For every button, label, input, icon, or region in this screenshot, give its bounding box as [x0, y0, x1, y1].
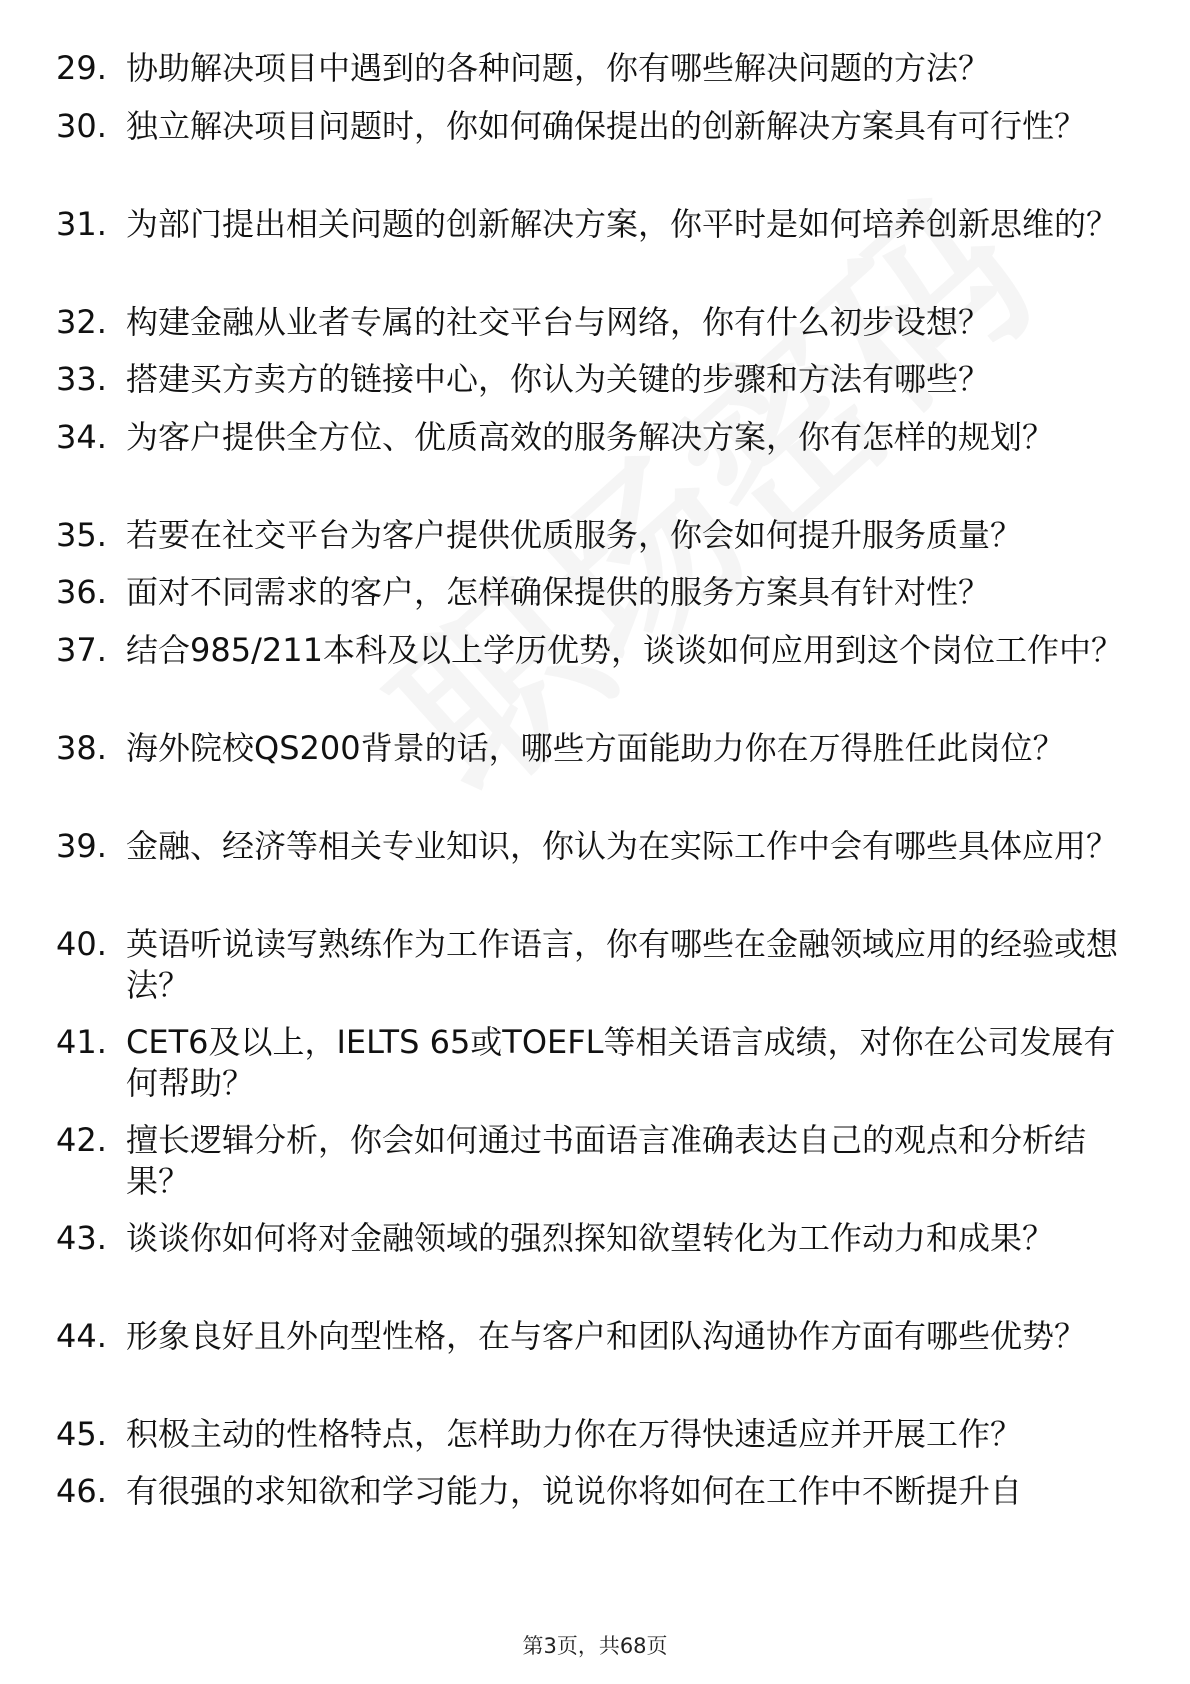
question-number: 36.: [56, 573, 107, 611]
page-footer: 第3页，共68页: [522, 1634, 668, 1658]
question-text: 面对不同需求的客户，怎样确保提供的服务方案具有针对性？: [126, 573, 991, 611]
question-number: 40.: [56, 925, 107, 963]
question-number: 37.: [56, 631, 107, 669]
question-text: 搭建买方卖方的链接中心，你认为关键的步骤和方法有哪些？: [126, 360, 991, 398]
question-text: 擅长逻辑分析，你会如何通过书面语言准确表达自己的观点和分析结果？: [126, 1121, 1087, 1200]
question-text: 有很强的求知欲和学习能力，说说你将如何在工作中不断提升自: [126, 1472, 1023, 1510]
question-text: 谈谈你如何将对金融领域的强烈探知欲望转化为工作动力和成果？: [126, 1219, 1055, 1257]
question-number: 46.: [56, 1472, 107, 1510]
question-number: 41.: [56, 1023, 107, 1061]
question-text: 构建金融从业者专属的社交平台与网络，你有什么初步设想？: [126, 303, 991, 341]
question-number: 33.: [56, 360, 107, 398]
question-text: 独立解决项目问题时，你如何确保提出的创新解决方案具有可行性？: [126, 107, 1087, 145]
question-number: 35.: [56, 516, 107, 554]
question-text: 海外院校QS200背景的话，哪些方面能助力你在万得胜任此岗位？: [126, 729, 1065, 767]
question-text: 协助解决项目中遇到的各种问题，你有哪些解决问题的方法？: [126, 49, 991, 87]
question-number: 31.: [56, 205, 107, 243]
question-number: 42.: [56, 1121, 107, 1159]
question-text: 英语听说读写熟练作为工作语言，你有哪些在金融领域应用的经验或想法？: [126, 925, 1119, 1004]
question-text: 结合985/211本科及以上学历优势，谈谈如何应用到这个岗位工作中？: [126, 631, 1123, 669]
question-number: 30.: [56, 107, 107, 145]
question-text: 为客户提供全方位、优质高效的服务解决方案，你有怎样的规划？: [126, 418, 1055, 456]
question-number: 43.: [56, 1219, 107, 1257]
question-number: 34.: [56, 418, 107, 456]
question-text: 若要在社交平台为客户提供优质服务，你会如何提升服务质量？: [126, 516, 1023, 554]
question-number: 44.: [56, 1317, 107, 1355]
question-number: 38.: [56, 729, 107, 767]
question-text: 金融、经济等相关专业知识，你认为在实际工作中会有哪些具体应用？: [126, 827, 1119, 865]
question-text: CET6及以上，IELTS 65或TOEFL等相关语言成绩，对你在公司发展有何帮助？: [126, 1023, 1116, 1102]
question-number: 29.: [56, 49, 107, 87]
question-text: 为部门提出相关问题的创新解决方案，你平时是如何培养创新思维的？: [126, 205, 1119, 243]
question-text: 形象良好且外向型性格，在与客户和团队沟通协作方面有哪些优势？: [126, 1317, 1087, 1355]
question-number: 39.: [56, 827, 107, 865]
question-number: 32.: [56, 303, 107, 341]
question-number: 45.: [56, 1415, 107, 1453]
question-text: 积极主动的性格特点，怎样助力你在万得快速适应并开展工作？: [126, 1415, 1023, 1453]
